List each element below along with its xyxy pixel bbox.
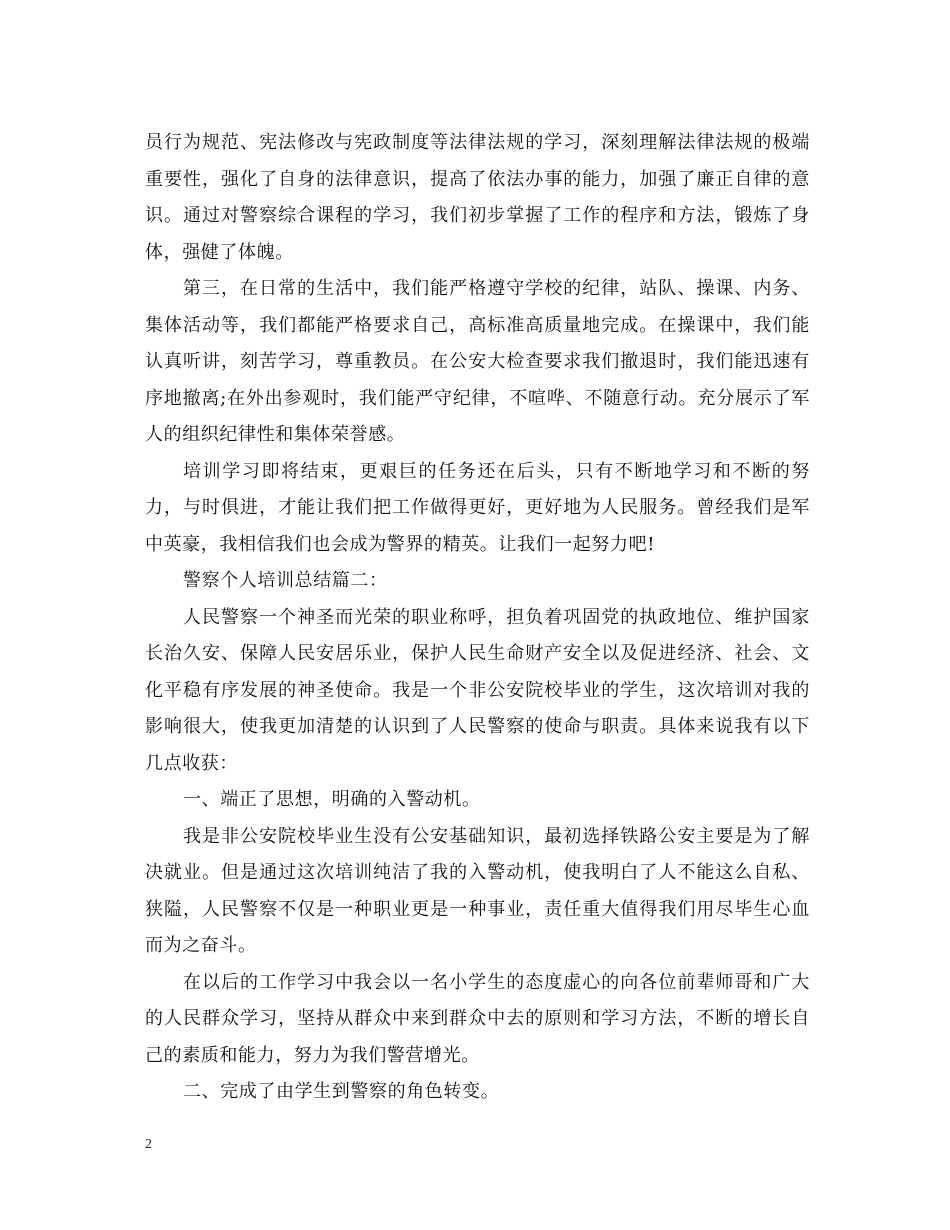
paragraph-5: 人民警察一个神圣而光荣的职业称呼，担负着巩固党的执政地位、维护国家长治久安、保障人民安居乐业，保护人民生命财产安全以及促进经济、社会、文化平稳有序发展的神圣使命。我是一个非公安院校毕业的学生，这次培训对我的影响很大，使我更加清楚的认识到了人民警察的使命与职责。具体来说我有以下几点收获：: [145, 606, 810, 774]
paragraph-8: 在以后的工作学习中我会以一名小学生的态度虚心的向各位前辈师哥和广大的人民群众学习，坚持从群众中来到群众中去的原则和学习方法，不断的增长自己的素质和能力，努力为我们警营增光。: [145, 971, 810, 1066]
paragraph-7: 我是非公安院校毕业生没有公安基础知识，最初选择铁路公安主要是为了解决就业。但是通过这次培训纯洁了我的入警动机，使我明白了人不能这么自私、狭隘，人民警察不仅是一种职业更是一种事业，责任重大值得我们用尽毕生心血而为之奋斗。: [145, 825, 810, 956]
section-heading-part-two: 警察个人培训总结篇二：: [183, 570, 388, 591]
page-number: 2: [145, 1137, 152, 1152]
paragraph-1: 员行为规范、宪法修改与宪政制度等法律法规的学习，深刻理解法律法规的极端重要性，强化了自身的法律意识，提高了依法办事的能力，加强了廉正自律的意识。通过对警察综合课程的学习，我们初步掌握了工作的程序和方法，锻炼了身体，强健了体魄。: [145, 132, 810, 263]
point-one-heading: 一、端正了思想，明确的入警动机。: [183, 789, 481, 810]
paragraph-3: 培训学习即将结束，更艰巨的任务还在后头，只有不断地学习和不断的努力，与时俱进，才能让我们把工作做得更好，更好地为人民服务。曾经我们是军中英豪，我相信我们也会成为警界的精英。让我们一起努力吧!: [145, 460, 810, 555]
paragraph-2: 第三，在日常的生活中，我们能严格遵守学校的纪律，站队、操课、内务、集体活动等，我们都能严格要求自己，高标准高质量地完成。在操课中，我们能认真听讲，刻苦学习，尊重教员。在公安大检查要求我们撤退时，我们能迅速有序地撤离;在外出参观时，我们能严守纪律，不喧哗、不随意行动。充分展示了军人的组织纪律性和集体荣誉感。: [145, 278, 810, 445]
point-two-heading: 二、完成了由学生到警察的角色转变。: [183, 1081, 500, 1102]
document-body: [145, 125, 810, 1111]
